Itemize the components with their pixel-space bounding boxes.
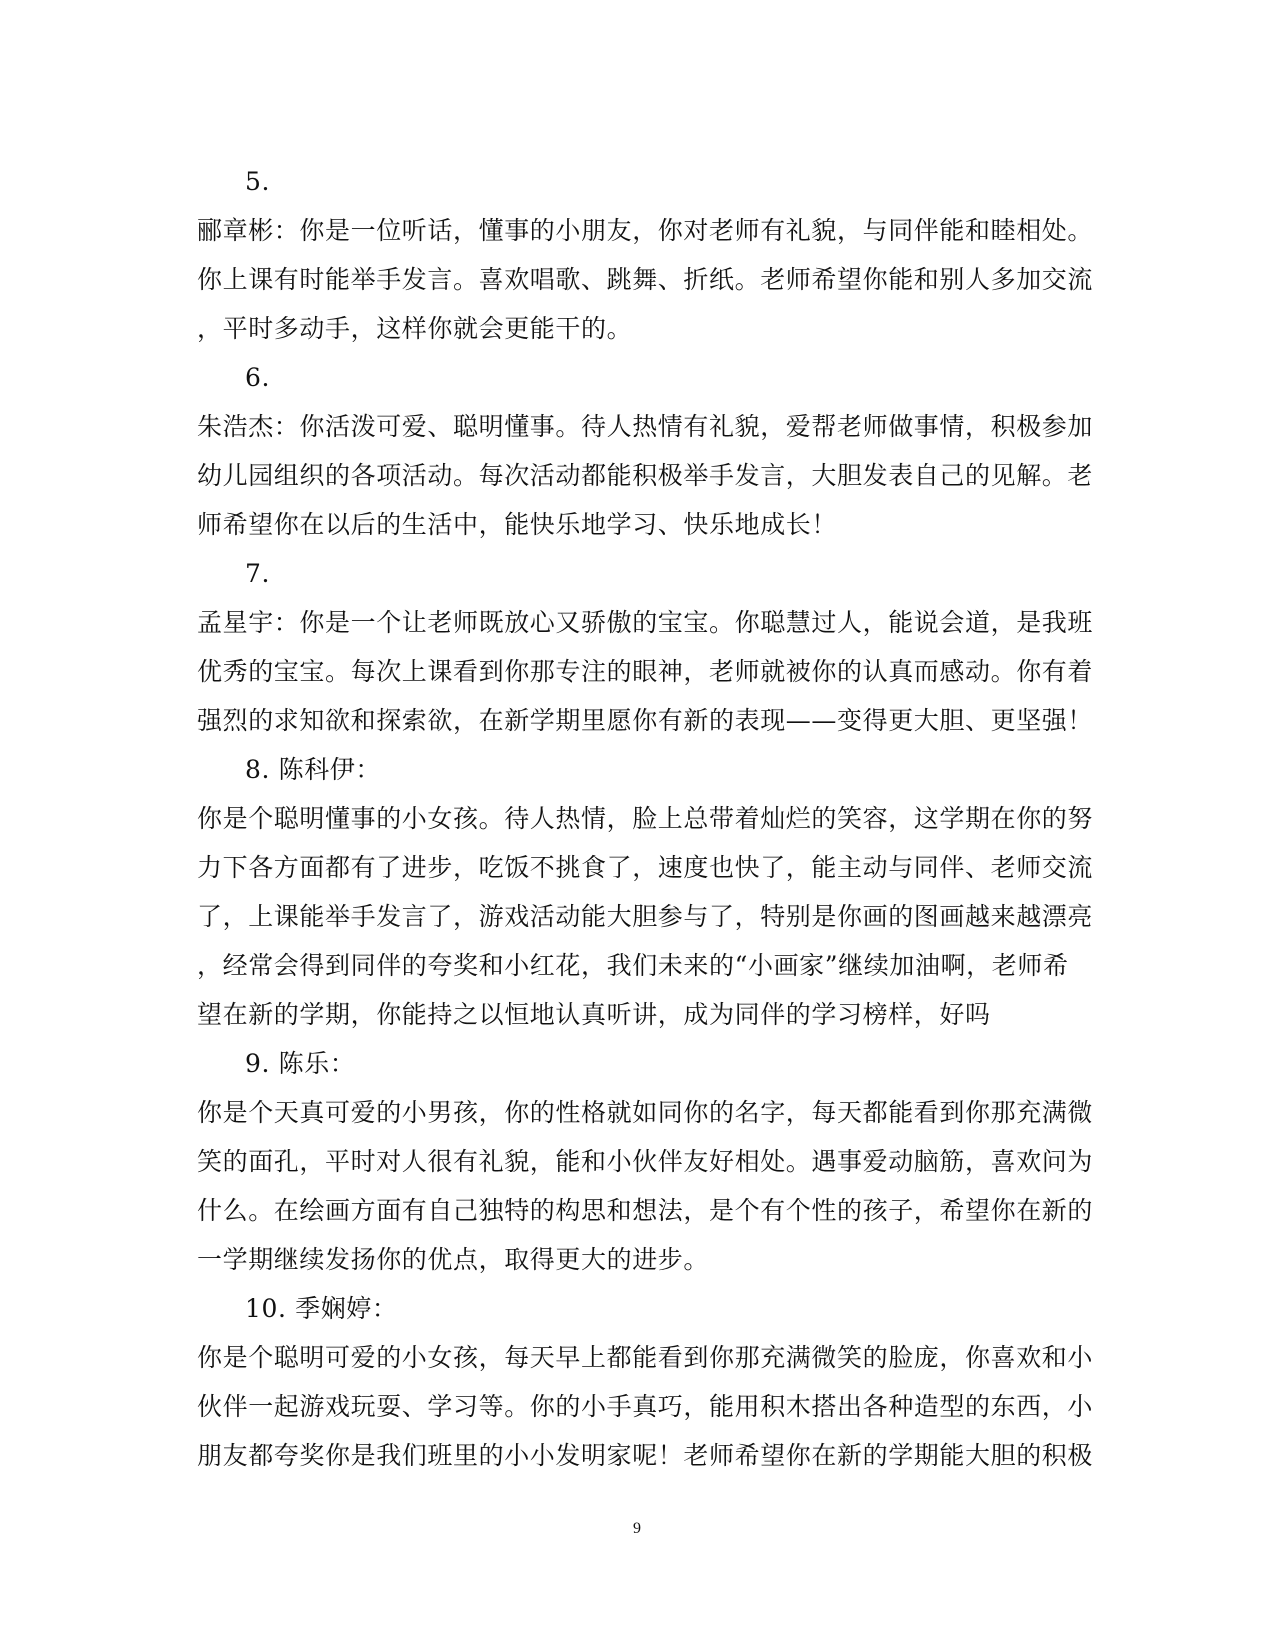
- text-line: 力下各方面都有了进步，吃饭不挑食了，速度也快了，能主动与同伴、老师交流: [197, 853, 1094, 882]
- text-line: 师希望你在以后的生活中，能快乐地学习、快乐地成长！: [197, 510, 838, 539]
- text-line: 笑的面孔，平时对人很有礼貌，能和小伙伴友好相处。遇事爱动脑筋，喜欢问为: [197, 1147, 1094, 1176]
- text-line: 郦章彬：你是一位听话，懂事的小朋友，你对老师有礼貌，与同伴能和睦相处。: [197, 216, 1094, 245]
- text-line: 你是个聪明懂事的小女孩。待人热情，脸上总带着灿烂的笑容，这学期在你的努: [197, 804, 1094, 833]
- entry-heading: 9. 陈乐：: [245, 1049, 356, 1078]
- text-line: 孟星宇：你是一个让老师既放心又骄傲的宝宝。你聪慧过人，能说会道，是我班: [197, 608, 1094, 637]
- text-line: 什么。在绘画方面有自己独特的构思和想法，是个有个性的孩子，希望你在新的: [197, 1196, 1094, 1225]
- entry-heading: 8. 陈科伊：: [245, 755, 381, 784]
- page-number: 9: [633, 1520, 641, 1537]
- entry-heading: 6.: [245, 363, 271, 392]
- text-line: 伙伴一起游戏玩耍、学习等。你的小手真巧，能用积木搭出各种造型的东西，小: [197, 1392, 1094, 1421]
- text-line: 朋友都夸奖你是我们班里的小小发明家呢！老师希望你在新的学期能大胆的积极: [197, 1441, 1094, 1470]
- text-line: 你上课有时能举手发言。喜欢唱歌、跳舞、折纸。老师希望你能和别人多加交流: [197, 265, 1094, 294]
- text-line: 你是个天真可爱的小男孩，你的性格就如同你的名字，每天都能看到你那充满微: [197, 1098, 1094, 1127]
- text-line: 幼儿园组织的各项活动。每次活动都能积极举手发言，大胆发表自己的见解。老: [197, 461, 1094, 490]
- text-line: 你是个聪明可爱的小女孩，每天早上都能看到你那充满微笑的脸庞，你喜欢和小: [197, 1343, 1094, 1372]
- document-body: [197, 157, 1094, 1480]
- text-line: 了，上课能举手发言了，游戏活动能大胆参与了，特别是你画的图画越来越漂亮: [197, 902, 1094, 931]
- text-line: 朱浩杰：你活泼可爱、聪明懂事。待人热情有礼貌，爱帮老师做事情，积极参加: [197, 412, 1094, 441]
- entry-heading: 7.: [245, 559, 271, 588]
- text-line: 一学期继续发扬你的优点，取得更大的进步。: [197, 1245, 710, 1274]
- text-line: ，平时多动手，这样你就会更能干的。: [197, 314, 633, 343]
- entry-heading: 5.: [245, 167, 271, 196]
- text-line: 优秀的宝宝。每次上课看到你那专注的眼神，老师就被你的认真而感动。你有着: [197, 657, 1094, 686]
- text-line: 强烈的求知欲和探索欲，在新学期里愿你有新的表现——变得更大胆、更坚强！: [197, 706, 1094, 735]
- text-line: ，经常会得到同伴的夸奖和小红花，我们未来的“小画家”继续加油啊，老师希: [197, 951, 1069, 980]
- entry-heading: 10. 季娴婷：: [245, 1294, 398, 1323]
- text-line: 望在新的学期，你能持之以恒地认真听讲，成为同伴的学习榜样，好吗: [197, 1000, 991, 1029]
